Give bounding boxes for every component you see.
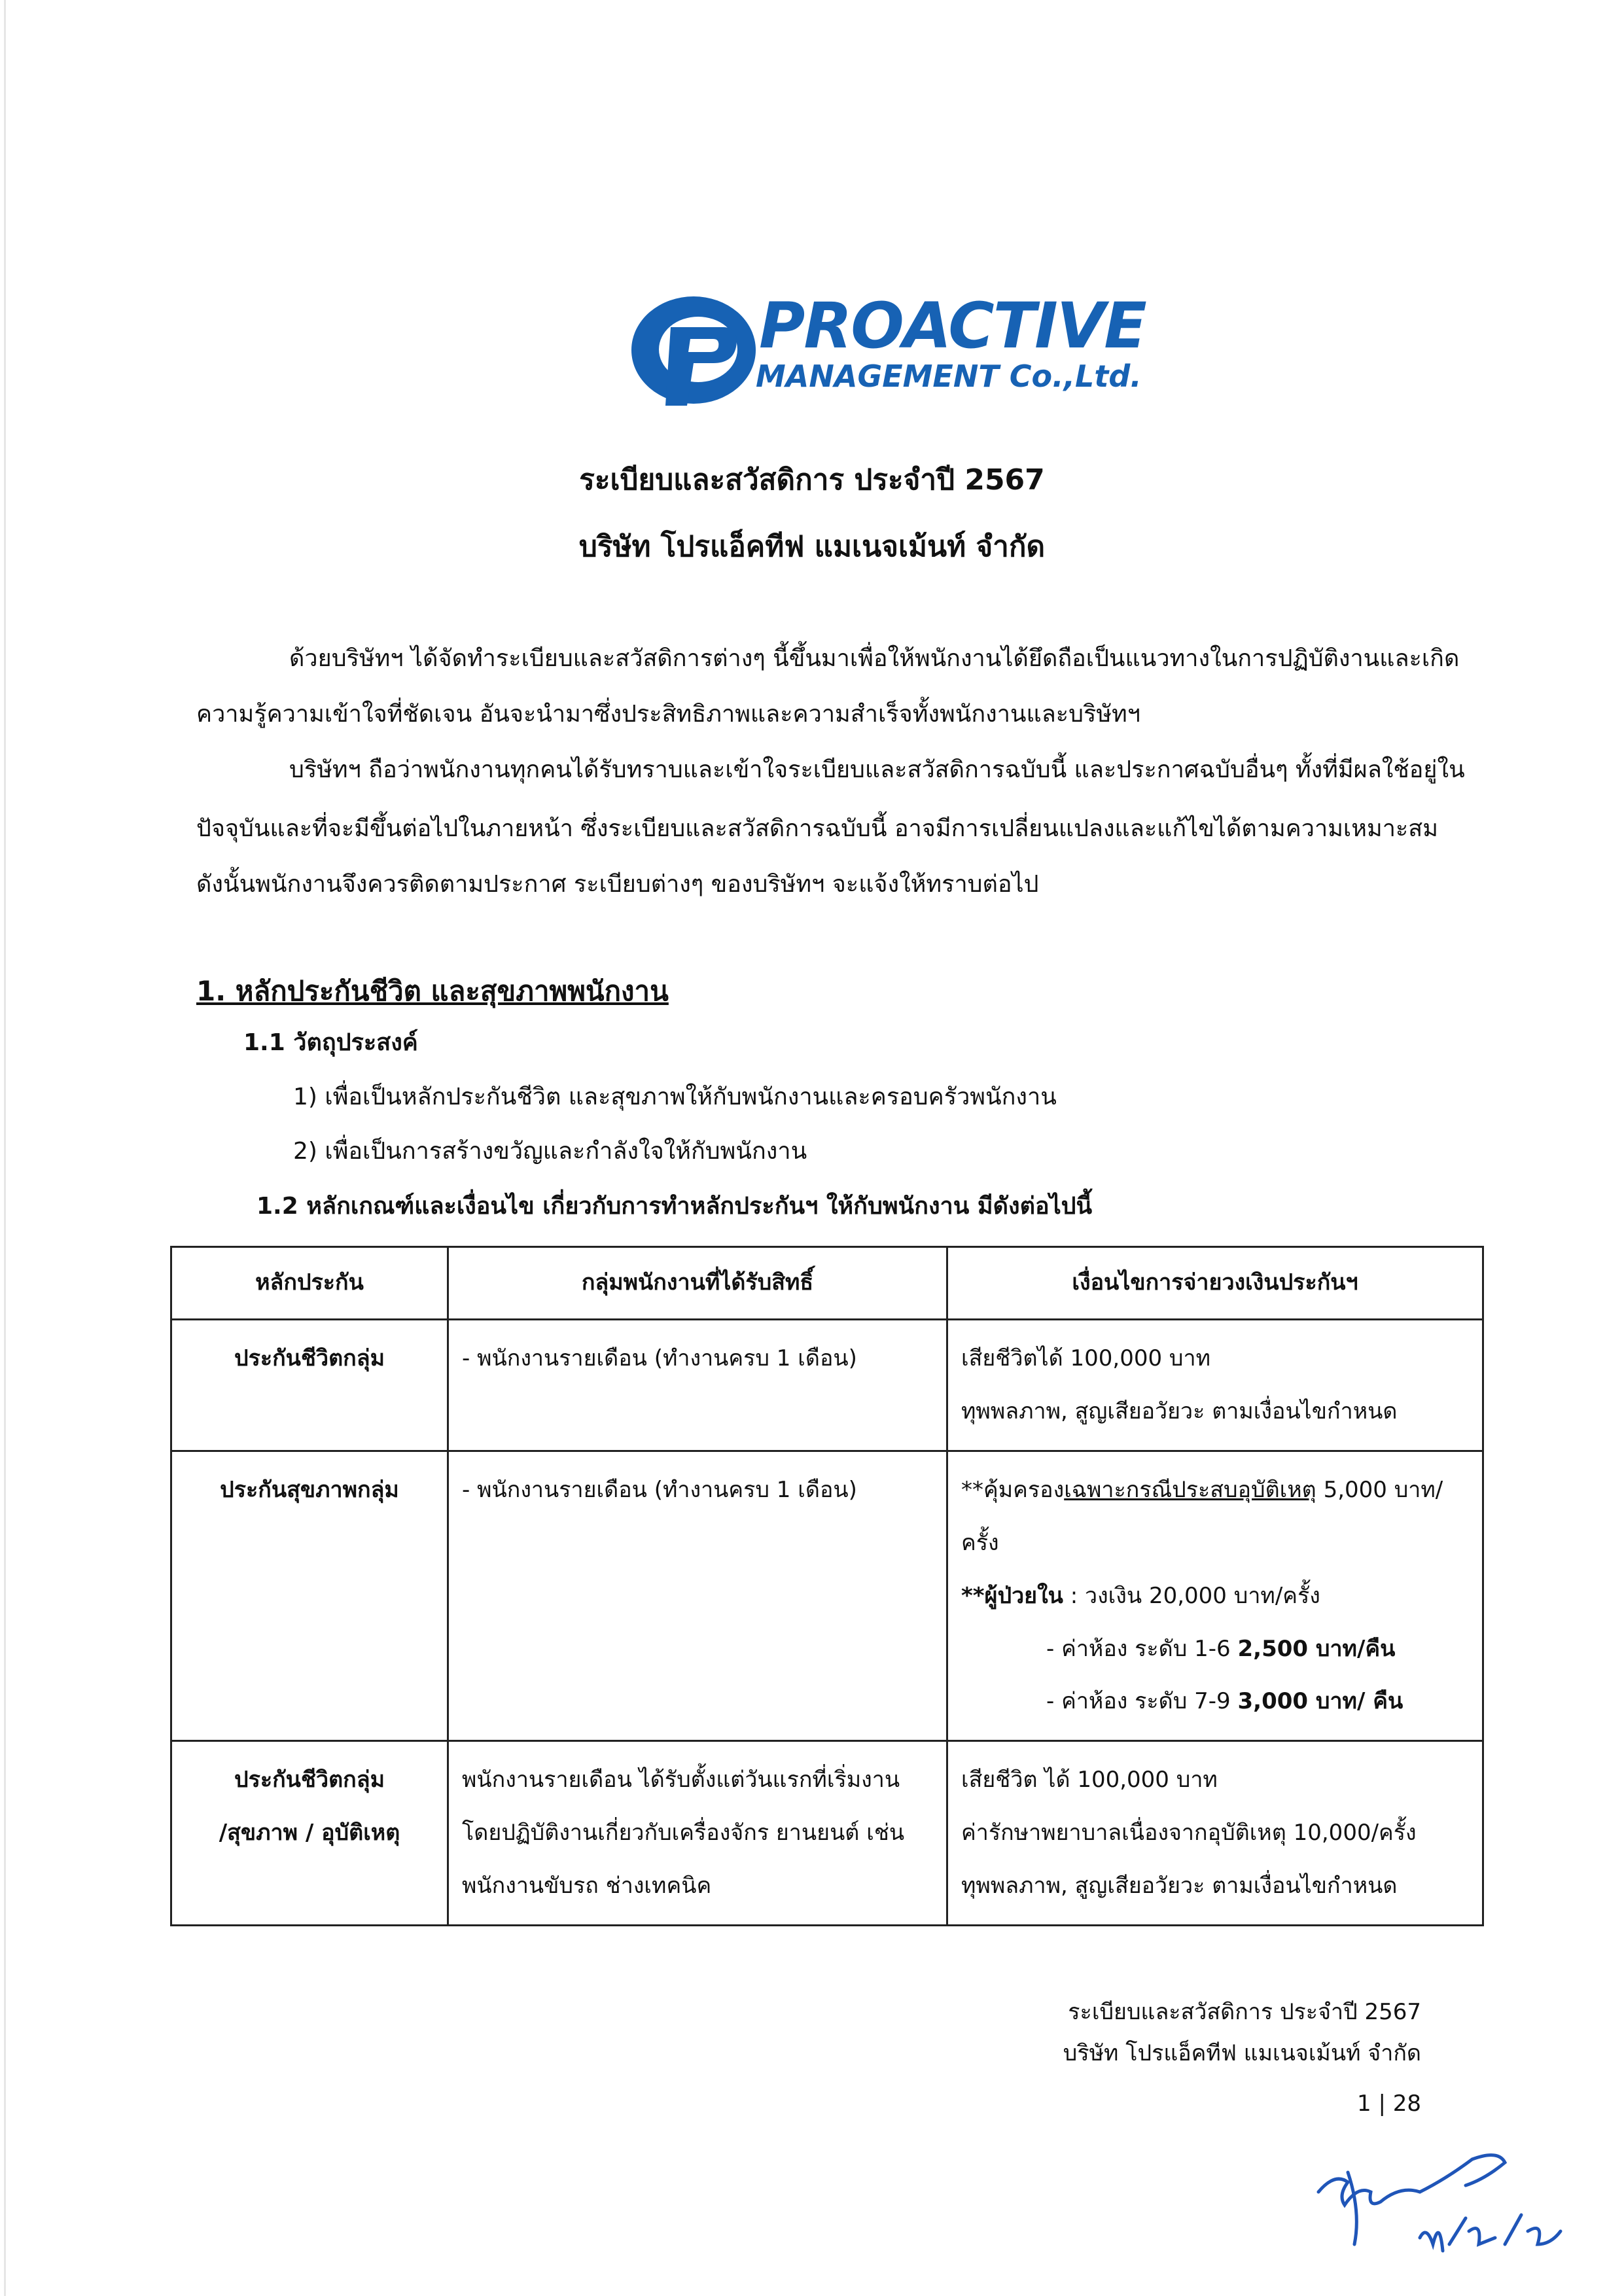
cell-text-bold: **ผู้ป่วยใน [961, 1582, 1063, 1609]
cell-line: โดยปฏิบัติงานเกี่ยวกับเครื่องจักร ยานยนต์ เช่น [462, 1820, 905, 1846]
cell-line: เสียชีวิต ได้ 100,000 บาท [961, 1767, 1218, 1793]
cell-line: ทุพพลภาพ, สูญเสียอวัยวะ ตามเงื่อนไขกำหนด [961, 1398, 1398, 1424]
table-cell [947, 1451, 1483, 1741]
table-row [171, 1741, 1483, 1926]
table-cell: ประกันชีวิตกลุ่ม [171, 1320, 448, 1451]
table-header: หลักประกัน [171, 1247, 448, 1320]
table-cell: - พนักงานรายเดือน (ทำงานครบ 1 เดือน) [448, 1451, 947, 1741]
table-cell: ประกันสุขภาพกลุ่ม [171, 1451, 448, 1741]
cell-line [961, 1675, 1469, 1728]
cell-text-bold: 3,000 บาท/ คืน [1237, 1688, 1403, 1715]
logo-subtitle: MANAGEMENT Co.,Ltd. [756, 359, 1142, 394]
intro-paragraph-1-line-2: ความรู้ความเข้าใจที่ชัดเจน อันจะนำมาซึ่งประสิทธิภาพและความสำเร็จทั้งพนักงานและบริษัทฯ [196, 701, 1141, 728]
document-title: ระเบียบและสวัสดิการ ประจำปี 2567 [579, 463, 1045, 497]
intro-paragraph-2-line-2: ปัจจุบันและที่จะมีขึ้นต่อไปในภายหน้า ซึ่งระเบียบและสวัสดิการฉบับนี้ อาจมีการเปลี่ยนแปลงและแก้ไขได้ตามความเหมาะสม [196, 815, 1438, 842]
table-header: เงื่อนไขการจ่ายวงเงินประกันฯ [947, 1247, 1483, 1320]
cell-text-bold: 2,500 บาท/คืน [1237, 1635, 1396, 1662]
intro-paragraph-2-line-3: ดังนั้นพนักงานจึงควรติดตามประกาศ ระเบียบต่างๆ ของบริษัทฯ จะแจ้งให้ทราบต่อไป [196, 871, 1039, 898]
footer-company-name: บริษัท โปรแอ็คทีฟ แมเนจเม้นท์ จำกัด [1063, 2040, 1421, 2066]
cell-line: ทุพพลภาพ, สูญเสียอวัยวะ ตามเงื่อนไขกำหนด [961, 1873, 1398, 1899]
logo-wordmark: PROACTIVE [759, 289, 1146, 362]
insurance-table [170, 1246, 1484, 1926]
cell-line [961, 1570, 1469, 1623]
table-row [171, 1320, 1483, 1451]
page-edge [4, 0, 6, 2296]
intro-paragraph-1-line-1: ด้วยบริษัทฯ ได้จัดทำระเบียบและสวัสดิการต่างๆ นี้ขึ้นมาเพื่อให้พนักงานได้ยึดถือเป็นแนวทางในการปฏิบัติงานและเกิด [289, 645, 1460, 672]
table-row [171, 1451, 1483, 1741]
cell-line [961, 1464, 1469, 1570]
cell-text: 5,000 บาท/ครั้ง [961, 1476, 1443, 1556]
cell-line: เสียชีวิตได้ 100,000 บาท [961, 1345, 1211, 1371]
cell-line: /สุขภาพ / อุบัติเหตุ [219, 1820, 400, 1846]
footer-document-title: ระเบียบและสวัสดิการ ประจำปี 2567 [1068, 1999, 1421, 2025]
table-cell [947, 1741, 1483, 1926]
logo-emblem-icon [625, 281, 775, 412]
intro-paragraph-2-line-1: บริษัทฯ ถือว่าพนักงานทุกคนได้รับทราบและเข้าใจระเบียบและสวัสดิการฉบับนี้ และประกาศฉบับอื่นๆ ทั้งที่มีผลใช้อยู่ใน [289, 756, 1465, 783]
objective-item-2: 2) เพื่อเป็นการสร้างขวัญและกำลังใจให้กับพนักงาน [293, 1138, 807, 1165]
table-header-row [171, 1247, 1483, 1320]
cell-text: - ค่าห้อง ระดับ 7-9 [1046, 1688, 1238, 1715]
section-heading: 1. หลักประกันชีวิต และสุขภาพพนักงาน [196, 975, 669, 1007]
table-cell [947, 1320, 1483, 1451]
handwritten-signature [1309, 2146, 1570, 2277]
cell-line [961, 1623, 1469, 1676]
page-number: 1 | 28 [1357, 2091, 1421, 2117]
table-cell: - พนักงานรายเดือน (ทำงานครบ 1 เดือน) [448, 1320, 947, 1451]
cell-text-underlined: เฉพาะกรณีประสบอุบัติเหตุ [1064, 1476, 1316, 1503]
objective-item-1: 1) เพื่อเป็นหลักประกันชีวิต และสุขภาพให้กับพนักงานและครอบครัวพนักงาน [293, 1084, 1057, 1110]
criteria-title: 1.2 หลักเกณฑ์และเงื่อนไข เกี่ยวกับการทำหลักประกันฯ ให้กับพนักงาน มีดังต่อไปนี้ [256, 1193, 1093, 1220]
cell-line: พนักงานขับรถ ช่างเทคนิค [462, 1873, 712, 1899]
table-cell [171, 1741, 448, 1926]
cell-line: ค่ารักษาพยาบาลเนื่องจากอุบัติเหตุ 10,000/ครั้ง [961, 1820, 1417, 1846]
cell-text: - ค่าห้อง ระดับ 1-6 [1046, 1635, 1238, 1662]
table-header: กลุ่มพนักงานที่ได้รับสิทธิ์ [448, 1247, 947, 1320]
company-logo [625, 281, 1146, 412]
objective-title: 1.1 วัตถุประสงค์ [243, 1029, 418, 1056]
cell-text: **คุ้มครอง [961, 1476, 1065, 1503]
cell-line: ประกันชีวิตกลุ่ม [234, 1767, 385, 1793]
cell-line: พนักงานรายเดือน ได้รับตั้งแต่วันแรกที่เริ่มงาน [462, 1767, 900, 1793]
company-name: บริษัท โปรแอ็คทีฟ แมเนจเม้นท์ จำกัด [578, 530, 1046, 563]
cell-text: : วงเงิน 20,000 บาท/ครั้ง [1063, 1582, 1320, 1609]
table-cell [448, 1741, 947, 1926]
